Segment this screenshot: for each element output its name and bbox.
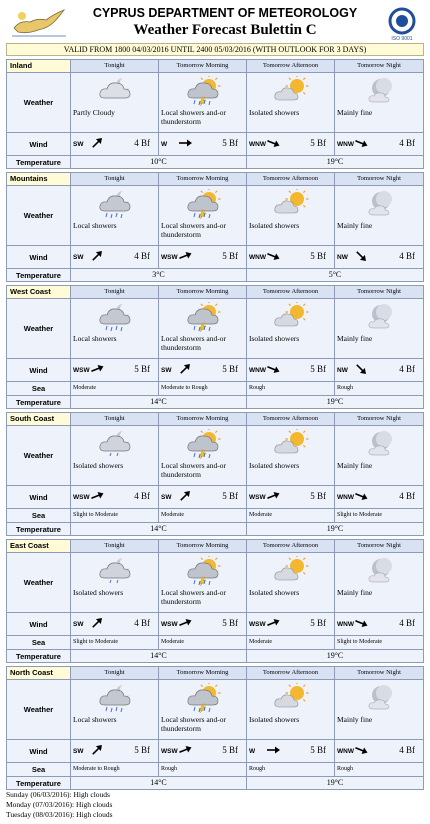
wind-force: 4 Bf [134,491,150,501]
weather-description: Local showers and-or thunderstorm [161,588,226,606]
weather-cell [334,553,423,612]
wind-force: 5 Bf [222,364,238,374]
period-header: Tomorrow Night [334,286,423,298]
wind-row-label: Wind [7,613,70,635]
wind-direction: WSW [73,367,90,374]
wind-force: 5 Bf [134,364,150,374]
wind-direction: W [249,748,256,755]
period-header: Tomorrow Morning [158,286,246,298]
wind-arrow-icon [177,135,193,151]
wind-direction: WSW [249,621,266,628]
sea-state: Rough [334,382,423,395]
wind-arrow-icon [177,488,193,504]
shower-cloud-night-icon [97,429,133,459]
weather-description: Isolated showers [249,334,300,343]
period-header: Tonight [70,540,158,552]
temperature-value: 14°C [70,523,246,535]
weather-description: Isolated showers [73,461,124,470]
wind-arrow-icon [89,615,105,631]
wind-arrow-icon [89,361,105,377]
forecast-regions [6,59,424,793]
region-header-row [7,286,423,298]
forecast-region [6,539,424,663]
wind-arrow-icon [353,488,369,504]
temperature-row [7,776,423,789]
wind-cell [334,359,423,381]
wind-direction: WNW [249,141,266,148]
wind-force: 4 Bf [399,491,415,501]
weather-description: Local showers [73,715,117,724]
sea-state: Moderate [246,509,334,522]
temperature-row [7,155,423,168]
period-header: Tonight [70,173,158,185]
shower-cloud-night-icon [97,556,133,586]
wind-force: 5 Bf [222,251,238,261]
period-header: Tomorrow Afternoon [246,667,334,679]
wind-cell [334,613,423,635]
wind-cell [158,246,246,268]
outlook-list [6,790,113,820]
temperature-value: 14°C [70,650,246,662]
wind-arrow-icon [89,135,105,151]
wind-arrow-icon [265,248,281,264]
weather-row-label: Weather [7,299,70,358]
wind-row-label: Wind [7,133,70,155]
region-name: Inland [7,60,70,72]
weather-description: Isolated showers [73,588,124,597]
temperature-value: 19°C [246,777,423,789]
weather-description: Local showers and-or thunderstorm [161,334,226,352]
wind-row [7,132,423,155]
wind-force: 5 Bf [222,138,238,148]
sun-cloud-icon [273,76,309,106]
weather-cell [158,426,246,485]
weather-cell [334,426,423,485]
weather-description: Isolated showers [249,588,300,597]
outlook-item: Tuesday (08/03/2016): High clouds [6,810,113,819]
wind-arrow-icon [89,488,105,504]
outlook-item: Sunday (06/03/2016): High clouds [6,790,110,799]
weather-cell [246,553,334,612]
wind-force: 5 Bf [222,491,238,501]
weather-row [7,679,423,739]
period-header: Tomorrow Night [334,413,423,425]
temperature-value: 3°C [70,269,246,281]
wind-arrow-icon [177,248,193,264]
wind-force: 5 Bf [310,491,326,501]
sea-state: Rough [334,763,423,776]
weather-row [7,298,423,358]
sun-cloud-icon [273,683,309,713]
wind-direction: WNW [337,494,354,501]
weather-description: Isolated showers [249,715,300,724]
iso-certification-logo [382,6,422,42]
wind-row [7,358,423,381]
weather-cell [246,186,334,245]
sea-row-label: Sea [7,509,70,522]
thunderstorm-icon [185,683,221,713]
region-name: West Coast [7,286,70,298]
weather-row [7,552,423,612]
wind-direction: NW [337,367,348,374]
wind-arrow-icon [177,615,193,631]
period-header: Tonight [70,60,158,72]
wind-direction: SW [73,254,84,261]
wind-force: 4 Bf [399,364,415,374]
sea-state: Moderate to Rough [70,763,158,776]
period-header: Tomorrow Night [334,173,423,185]
weather-description: Local showers and-or thunderstorm [161,461,226,479]
wind-force: 4 Bf [399,138,415,148]
wind-cell [246,359,334,381]
period-header: Tomorrow Afternoon [246,413,334,425]
wind-cell [158,359,246,381]
wind-row-label: Wind [7,359,70,381]
sea-row [7,635,423,649]
region-name: South Coast [7,413,70,425]
wind-cell [246,246,334,268]
temperature-row [7,522,423,535]
wind-cell [334,740,423,762]
thunderstorm-icon [185,76,221,106]
temperature-row-label: Temperature [7,523,70,535]
wind-force: 5 Bf [310,745,326,755]
wind-cell [70,486,158,508]
thunderstorm-icon [185,429,221,459]
period-header: Tomorrow Morning [158,173,246,185]
weather-description: Mainly fine [337,588,373,597]
weather-cell [158,680,246,739]
weather-cell [158,73,246,132]
wind-force: 5 Bf [222,745,238,755]
weather-cell [334,680,423,739]
wind-direction: WSW [161,748,178,755]
weather-cell [70,553,158,612]
wind-force: 4 Bf [399,251,415,261]
wind-force: 4 Bf [399,745,415,755]
weather-cell [246,426,334,485]
sea-row-label: Sea [7,636,70,649]
period-header: Tomorrow Afternoon [246,60,334,72]
temperature-row-label: Temperature [7,777,70,789]
forecast-region [6,412,424,536]
sea-state: Moderate [158,636,246,649]
wind-force: 4 Bf [134,618,150,628]
sea-row [7,381,423,395]
sea-state: Slight to Moderate [70,636,158,649]
wind-arrow-icon [89,742,105,758]
period-header: Tomorrow Morning [158,413,246,425]
sun-cloud-icon [273,189,309,219]
wind-arrow-icon [265,361,281,377]
wind-cell [246,613,334,635]
wind-cell [246,486,334,508]
thunderstorm-icon [185,556,221,586]
weather-cell [246,73,334,132]
period-header: Tonight [70,413,158,425]
period-header: Tonight [70,286,158,298]
weather-description: Isolated showers [249,221,300,230]
forecast-region [6,172,424,282]
wind-arrow-icon [353,742,369,758]
thunderstorm-icon [185,302,221,332]
region-header-row [7,540,423,552]
forecast-region [6,285,424,409]
weather-cell [158,186,246,245]
wind-force: 5 Bf [134,745,150,755]
sea-state: Rough [246,763,334,776]
weather-cell [246,680,334,739]
temperature-value: 19°C [246,156,423,168]
wind-cell [158,613,246,635]
department-title: CYPRUS DEPARTMENT OF METEOROLOGY [92,6,358,20]
wind-direction: NW [337,254,348,261]
sea-state: Slight to Moderate [334,509,423,522]
weather-description: Mainly fine [337,715,373,724]
wind-arrow-icon [353,361,369,377]
wind-cell [158,486,246,508]
weather-cell [158,553,246,612]
temperature-value: 10°C [70,156,246,168]
sea-row-label: Sea [7,763,70,776]
weather-description: Partly Cloudy [73,108,115,117]
bulletin-title: Weather Forecast Bulettin C [133,22,317,38]
wind-direction: SW [73,748,84,755]
weather-cell [70,299,158,358]
weather-cell [334,299,423,358]
wind-cell [70,740,158,762]
wind-direction: SW [161,367,172,374]
sea-state: Slight to Moderate [70,509,158,522]
wind-arrow-icon [265,135,281,151]
weather-row [7,425,423,485]
wind-direction: WNW [249,254,266,261]
wind-force: 5 Bf [310,364,326,374]
temperature-value: 19°C [246,396,423,408]
wind-direction: WSW [161,621,178,628]
moon-cloud-icon [361,76,397,106]
moon-cloud-icon [361,429,397,459]
wind-row-label: Wind [7,246,70,268]
sea-state: Rough [158,763,246,776]
period-header: Tomorrow Afternoon [246,173,334,185]
wind-direction: SW [161,494,172,501]
wind-cell [334,486,423,508]
weather-description: Isolated showers [249,461,300,470]
moon-cloud-icon [361,683,397,713]
temperature-row-label: Temperature [7,650,70,662]
weather-row [7,185,423,245]
period-header: Tomorrow Night [334,60,423,72]
weather-description: Isolated showers [249,108,300,117]
wind-row [7,739,423,762]
wind-arrow-icon [265,742,281,758]
period-header: Tomorrow Morning [158,60,246,72]
wind-direction: WNW [337,621,354,628]
wind-direction: SW [73,141,84,148]
wind-force: 4 Bf [399,618,415,628]
wind-direction: WSW [161,254,178,261]
wind-cell [158,740,246,762]
temperature-row [7,395,423,408]
wind-cell [334,246,423,268]
forecast-region [6,666,424,790]
period-header: Tomorrow Morning [158,667,246,679]
rain-cloud-night-icon [97,683,133,713]
weather-description: Mainly fine [337,334,373,343]
sea-state: Moderate [70,382,158,395]
cyprus-map-logo [8,6,70,40]
period-header: Tonight [70,667,158,679]
weather-row-label: Weather [7,73,70,132]
temperature-value: 14°C [70,396,246,408]
wind-direction: WNW [249,367,266,374]
wind-direction: SW [73,621,84,628]
weather-row-label: Weather [7,426,70,485]
period-header: Tomorrow Night [334,667,423,679]
moon-cloud-icon [361,556,397,586]
wind-cell [70,359,158,381]
weather-cell [158,299,246,358]
forecast-region [6,59,424,169]
weather-cell [70,73,158,132]
wind-arrow-icon [177,361,193,377]
rain-cloud-night-icon [97,189,133,219]
wind-cell [158,133,246,155]
partly-cloudy-night-icon [97,76,133,106]
wind-direction: WNW [337,141,354,148]
wind-force: 4 Bf [134,251,150,261]
temperature-value: 14°C [70,777,246,789]
wind-force: 4 Bf [134,138,150,148]
weather-row-label: Weather [7,680,70,739]
wind-arrow-icon [353,248,369,264]
wind-direction: WNW [337,748,354,755]
wind-force: 5 Bf [310,251,326,261]
sea-state: Rough [246,382,334,395]
region-header-row [7,173,423,185]
wind-direction: WSW [249,494,266,501]
temperature-value: 5°C [246,269,423,281]
weather-description: Mainly fine [337,108,373,117]
sun-cloud-icon [273,556,309,586]
thunderstorm-icon [185,189,221,219]
period-header: Tomorrow Morning [158,540,246,552]
weather-row-label: Weather [7,553,70,612]
moon-cloud-icon [361,302,397,332]
wind-cell [334,133,423,155]
sea-row [7,762,423,776]
sea-state: Moderate to Rough [158,382,246,395]
weather-description: Mainly fine [337,461,373,470]
wind-arrow-icon [265,488,281,504]
sea-row-label: Sea [7,382,70,395]
temperature-row-label: Temperature [7,156,70,168]
validity-period: VALID FROM 1800 04/03/2016 UNTIL 2400 05/03/2016 (WITH OUTLOOK FOR 3 DAYS) [6,43,424,56]
period-header: Tomorrow Afternoon [246,540,334,552]
temperature-value: 19°C [246,650,423,662]
sea-state: Moderate [246,636,334,649]
temperature-row [7,649,423,662]
sun-cloud-icon [273,302,309,332]
wind-cell [70,246,158,268]
weather-cell [70,680,158,739]
weather-description: Local showers [73,221,117,230]
wind-direction: WSW [73,494,90,501]
temperature-row [7,268,423,281]
weather-row [7,72,423,132]
weather-description: Local showers and-or thunderstorm [161,108,226,126]
period-header: Tomorrow Afternoon [246,286,334,298]
weather-description: Local showers and-or thunderstorm [161,221,226,239]
weather-cell [70,186,158,245]
wind-cell [246,740,334,762]
region-name: North Coast [7,667,70,679]
rain-cloud-night-icon [97,302,133,332]
region-header-row [7,413,423,425]
wind-arrow-icon [89,248,105,264]
temperature-row-label: Temperature [7,396,70,408]
weather-description: Local showers and-or thunderstorm [161,715,226,733]
wind-force: 5 Bf [310,138,326,148]
wind-cell [246,133,334,155]
region-header-row [7,60,423,72]
wind-arrow-icon [353,615,369,631]
region-name: East Coast [7,540,70,552]
sea-state: Moderate [158,509,246,522]
wind-cell [70,133,158,155]
wind-force: 5 Bf [222,618,238,628]
wind-arrow-icon [265,615,281,631]
bulletin-header [6,4,424,42]
sea-state: Slight to Moderate [334,636,423,649]
wind-row [7,612,423,635]
weather-cell [334,186,423,245]
weather-description: Mainly fine [337,221,373,230]
wind-arrow-icon [177,742,193,758]
temperature-value: 19°C [246,523,423,535]
weather-cell [246,299,334,358]
wind-cell [70,613,158,635]
wind-arrow-icon [353,135,369,151]
region-name: Mountains [7,173,70,185]
iso-label: ISO 9001 [391,36,413,42]
sun-cloud-icon [273,429,309,459]
wind-row-label: Wind [7,486,70,508]
wind-row [7,245,423,268]
weather-row-label: Weather [7,186,70,245]
wind-row [7,485,423,508]
weather-cell [70,426,158,485]
weather-cell [334,73,423,132]
period-header: Tomorrow Night [334,540,423,552]
moon-cloud-icon [361,189,397,219]
wind-direction: W [161,141,168,148]
temperature-row-label: Temperature [7,269,70,281]
outlook-item: Monday (07/03/2016): High clouds [6,800,113,809]
sea-row [7,508,423,522]
wind-row-label: Wind [7,740,70,762]
wind-force: 5 Bf [310,618,326,628]
weather-description: Local showers [73,334,117,343]
region-header-row [7,667,423,679]
